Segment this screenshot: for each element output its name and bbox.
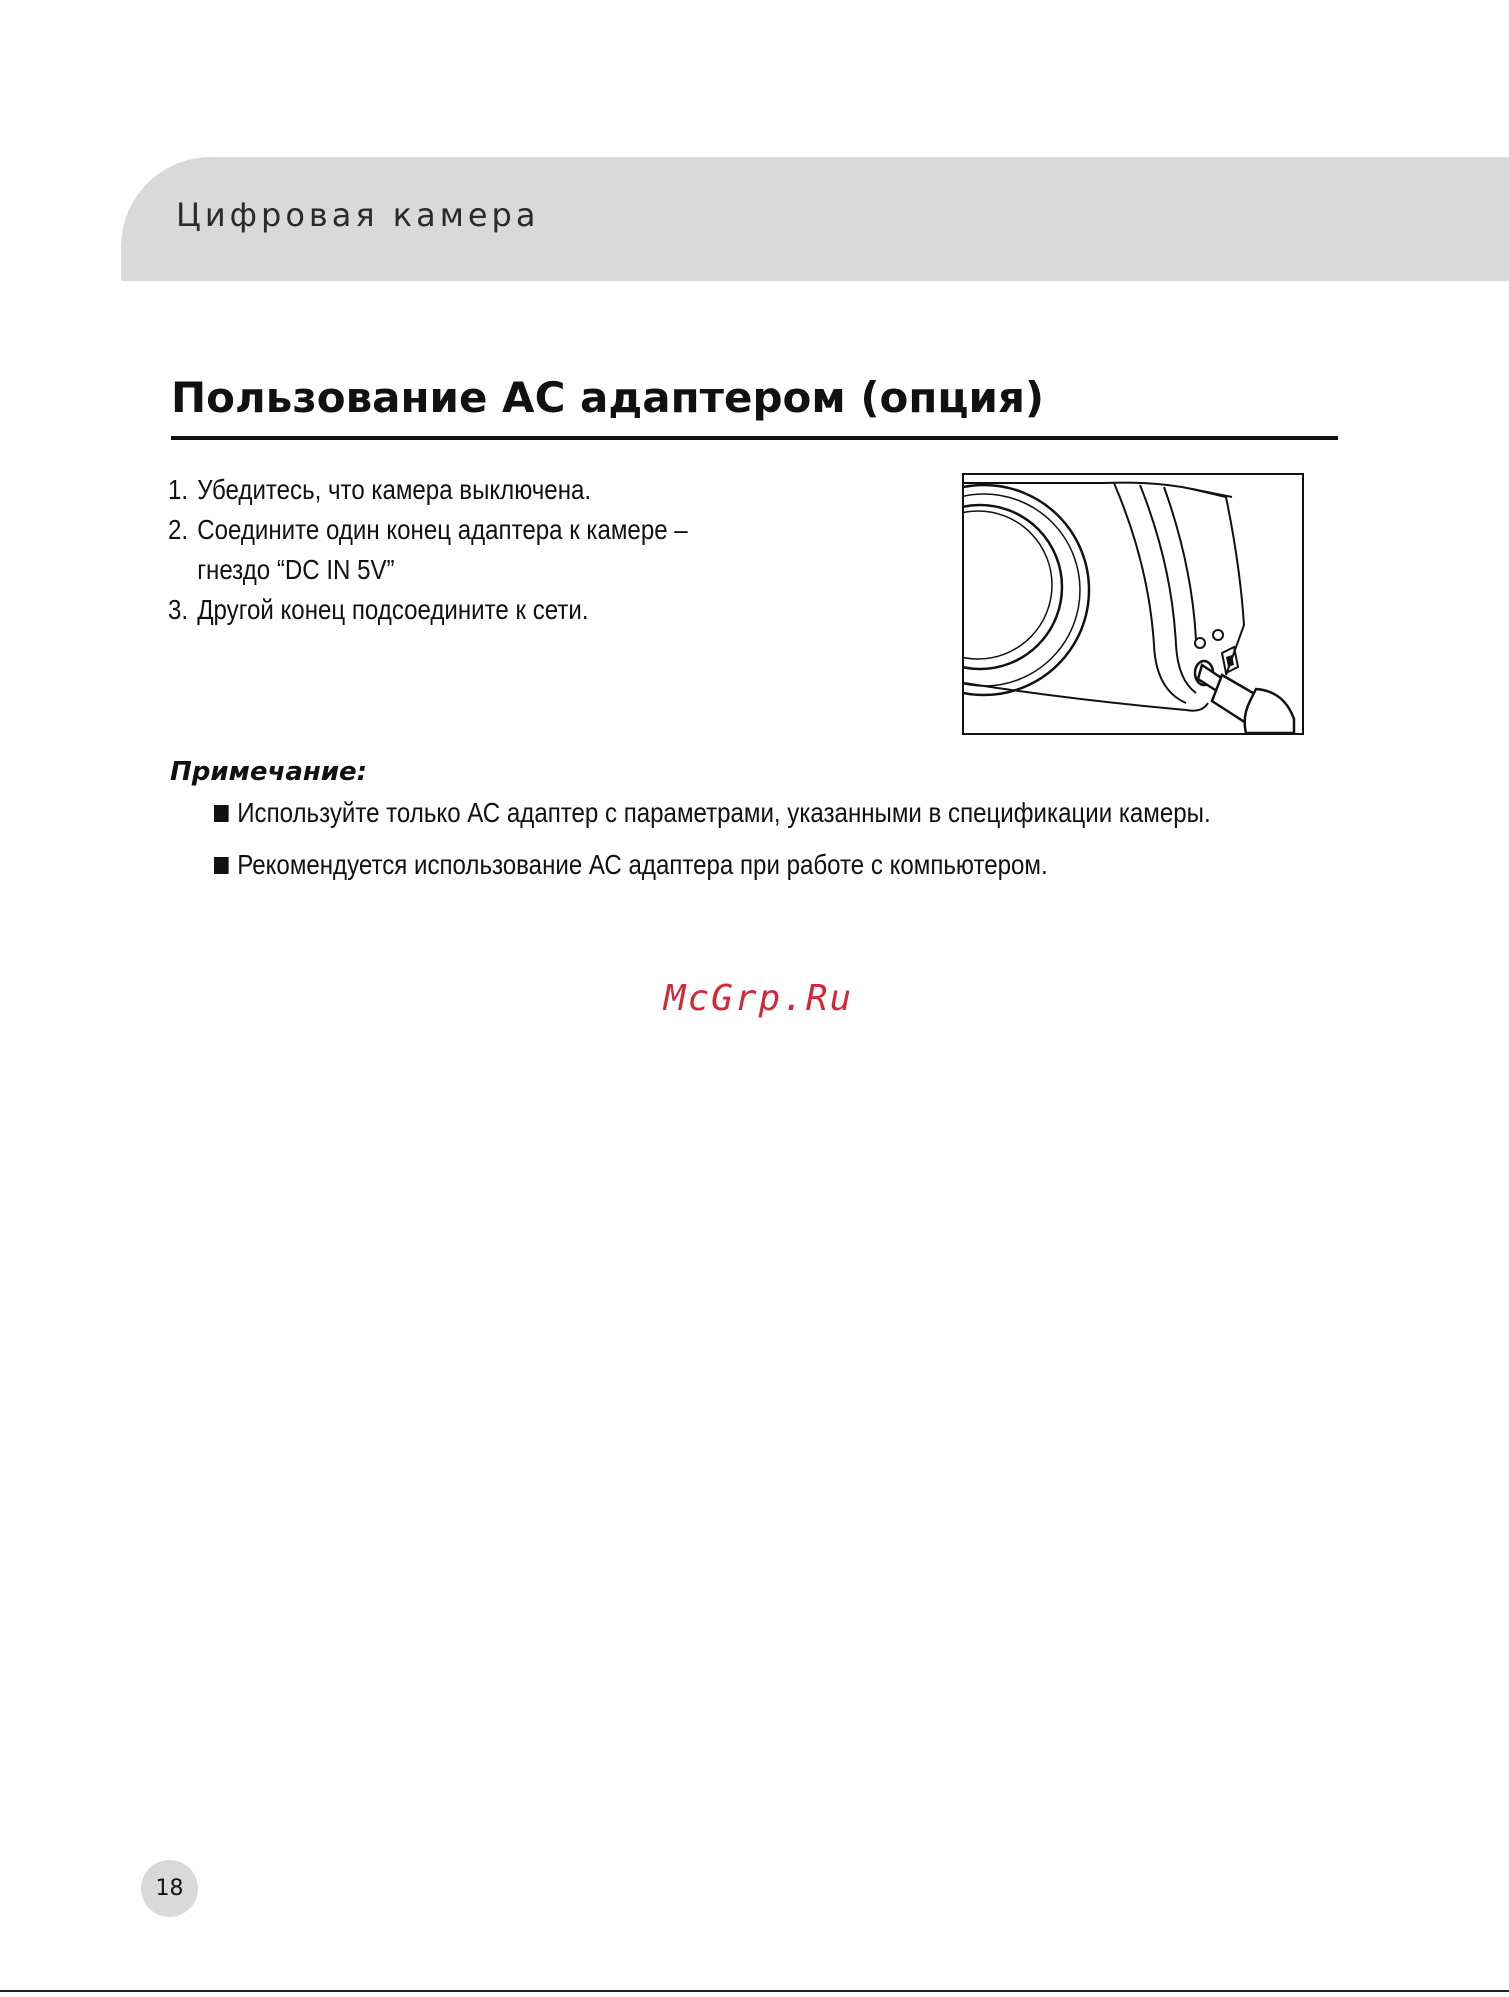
title-divider [171, 436, 1338, 440]
step-text: Убедитесь, что камера выключена. [197, 474, 592, 505]
step-item [168, 590, 718, 630]
note-item [214, 845, 1211, 885]
note-text: Рекомендуется использование АС адаптера при работе с компьютером. [237, 849, 1048, 880]
step-item [168, 470, 718, 510]
step-text: Соедините один конец адаптера к камере – гнездо “DC IN 5V” [197, 514, 688, 585]
watermark: McGrp.Ru [663, 978, 854, 1019]
steps-list [168, 470, 718, 630]
square-bullet-icon [214, 805, 229, 822]
camera-dc-in-illustration [962, 473, 1304, 735]
camera-dc-in-icon [964, 475, 1302, 733]
page-number: 18 [141, 1860, 198, 1917]
step-item [168, 510, 718, 590]
header-title: Цифровая камера [176, 196, 540, 234]
step-text: Другой конец подсоедините к сети. [197, 594, 589, 625]
step-number: 1. [168, 474, 189, 505]
section-title: Пользование АС адаптером (опция) [171, 373, 1045, 422]
note-text: Используйте только АС адаптер с параметрами, указанными в спецификации камеры. [237, 797, 1211, 828]
note-title: Примечание: [170, 757, 368, 787]
note-item [214, 793, 1211, 833]
step-number: 2. [168, 514, 189, 545]
bottom-divider [0, 1990, 1509, 1992]
notes-list [214, 793, 1211, 897]
square-bullet-icon [214, 857, 229, 874]
step-number: 3. [168, 594, 189, 625]
